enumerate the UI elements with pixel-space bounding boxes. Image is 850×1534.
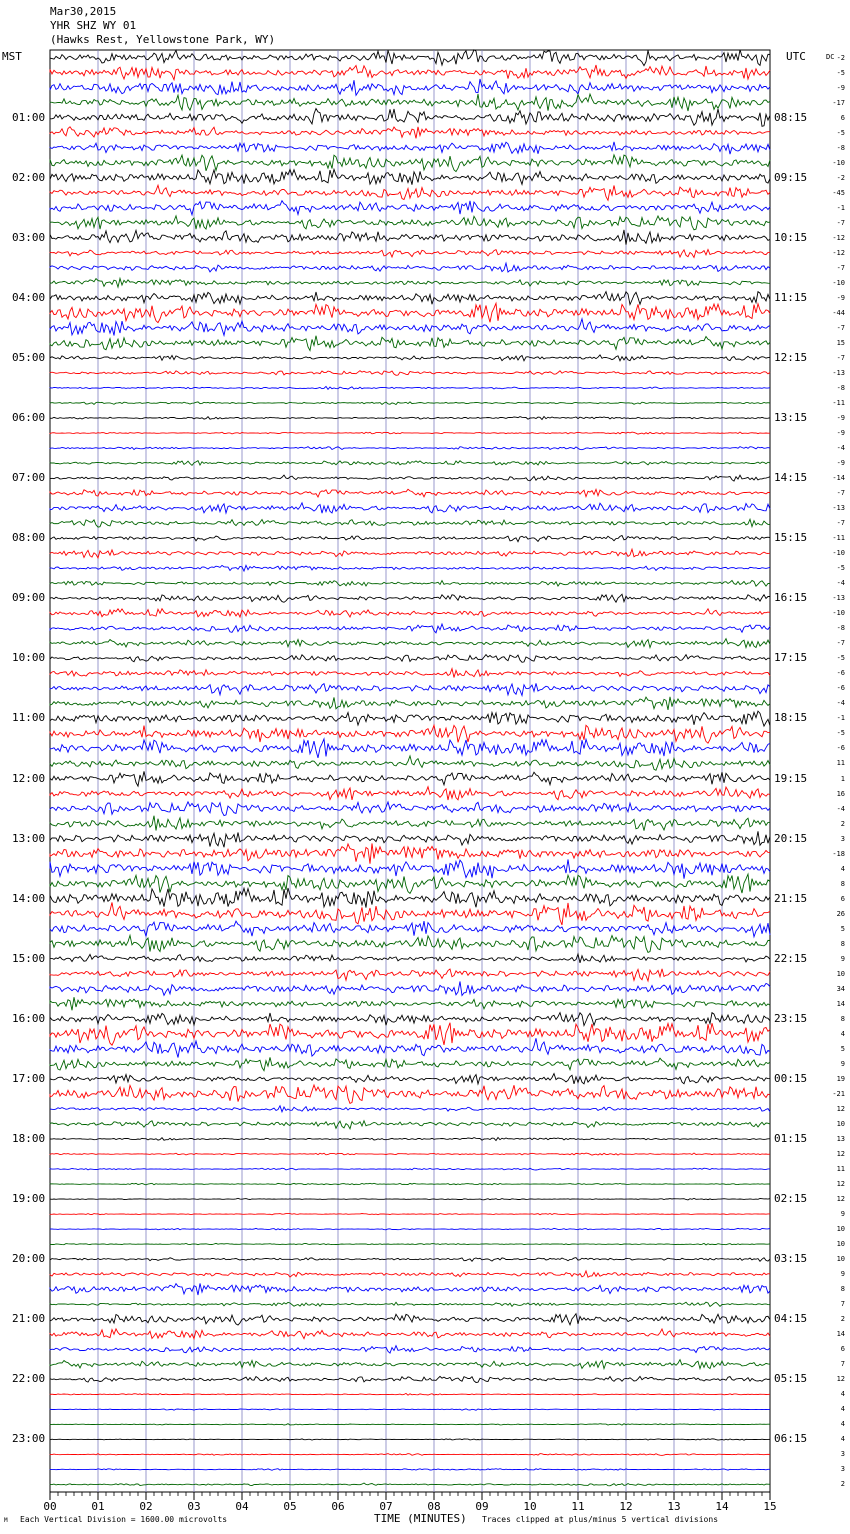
- trace-row-61: [50, 954, 770, 963]
- mst-hour-label: 03:00: [12, 230, 46, 244]
- trace-row-28: [50, 461, 770, 466]
- mst-hour-label: 21:00: [12, 1312, 46, 1326]
- trace-row-96: [50, 1483, 770, 1486]
- mst-hour-label: 01:00: [12, 110, 46, 124]
- dc-offset-value: 8: [840, 1014, 845, 1023]
- trace-row-53: [50, 831, 770, 847]
- trace-row-63: [50, 982, 770, 996]
- trace-row-79: [50, 1228, 770, 1230]
- utc-hour-label: 22:15: [774, 951, 808, 965]
- dc-offset-value: -9: [836, 414, 845, 422]
- dc-offset-value: -18: [832, 849, 845, 858]
- mst-hour-label: 23:00: [12, 1432, 46, 1446]
- dc-offset-value: -44: [832, 308, 845, 317]
- x-tick-label: 08: [427, 1500, 441, 1513]
- trace-row-7: [50, 142, 770, 154]
- clip-note: Traces clipped at plus/minus 5 vertical divisions: [482, 1515, 719, 1524]
- dc-offset-value: 6: [840, 1345, 845, 1354]
- dc-offset-value: -8: [836, 143, 845, 152]
- trace-row-94: [50, 1454, 770, 1456]
- dc-offset-value: 19: [836, 1074, 845, 1083]
- trace-row-68: [50, 1057, 770, 1070]
- utc-hour-label: 15:15: [774, 531, 808, 545]
- dc-offset-value: 8: [840, 939, 845, 948]
- dc-offset-value: 14: [836, 999, 845, 1008]
- dc-offset-value: 12: [836, 1150, 845, 1159]
- dc-offset-value: 6: [840, 894, 845, 903]
- dc-offset-value: -10: [832, 549, 845, 558]
- trace-row-9: [50, 169, 770, 184]
- dc-offset-value: -10: [832, 158, 845, 167]
- mst-hour-label: 11:00: [12, 711, 46, 725]
- x-tick-label: 03: [187, 1500, 201, 1513]
- dc-offset-value: -10: [832, 278, 845, 287]
- trace-row-74: [50, 1153, 770, 1155]
- trace-row-12: [50, 216, 770, 230]
- x-tick-label: 14: [715, 1500, 729, 1513]
- x-tick-label: 05: [283, 1500, 297, 1513]
- x-tick-label: 12: [619, 1500, 633, 1513]
- dc-offset-value: -9: [836, 83, 845, 92]
- dc-offset-value: 9: [840, 1210, 845, 1219]
- utc-hour-label: 00:15: [774, 1071, 808, 1085]
- trace-row-69: [50, 1074, 770, 1084]
- dc-offset-value: -7: [836, 489, 845, 498]
- trace-row-27: [50, 447, 770, 450]
- utc-hour-label: 09:15: [774, 170, 808, 184]
- dc-offset-value: 10: [836, 1225, 845, 1234]
- trace-row-21: [50, 355, 770, 361]
- dc-offset-value: -9: [836, 293, 845, 302]
- dc-offset-value: -4: [836, 444, 845, 453]
- trace-row-92: [50, 1424, 770, 1425]
- trace-row-38: [50, 609, 770, 617]
- dc-offset-value: -11: [832, 534, 845, 543]
- trace-row-14: [50, 250, 770, 258]
- trace-row-55: [50, 860, 770, 879]
- trace-row-87: [50, 1346, 770, 1353]
- dc-offset-value: 2: [840, 819, 845, 828]
- x-tick-label: 01: [91, 1500, 105, 1513]
- trace-row-75: [50, 1168, 770, 1170]
- seismo-mark: M: [4, 1517, 8, 1524]
- dc-offset-value: -7: [836, 639, 845, 648]
- mst-hour-label: 09:00: [12, 591, 46, 605]
- dc-offset-value: -21: [832, 1089, 845, 1098]
- x-tick-label: 15: [763, 1500, 777, 1513]
- dc-offset-value: -5: [836, 729, 845, 738]
- dc-offset-value: 10: [836, 1119, 845, 1128]
- dc-offset-value: 7: [840, 1360, 845, 1369]
- dc-offset-value: 5: [840, 924, 845, 933]
- trace-row-76: [50, 1183, 770, 1185]
- trace-row-51: [50, 802, 770, 816]
- dc-offset-value: -2: [836, 53, 845, 62]
- x-tick-label: 04: [235, 1500, 249, 1513]
- trace-row-93: [50, 1439, 770, 1440]
- trace-row-95: [50, 1469, 770, 1471]
- trace-row-48: [50, 756, 770, 770]
- x-tick-label: 02: [139, 1500, 153, 1513]
- trace-row-49: [50, 771, 770, 786]
- dc-offset-value: 15: [836, 338, 845, 347]
- dc-offset-value: 1: [840, 774, 845, 783]
- trace-row-25: [50, 417, 770, 420]
- utc-hour-label: 13:15: [774, 411, 808, 424]
- dc-offset-value: -10: [832, 609, 845, 618]
- dc-offset-value: 12: [836, 1375, 845, 1384]
- dc-offset-value: 10: [836, 1255, 845, 1264]
- station-id: YHR SHZ WY 01: [50, 19, 137, 32]
- trace-row-81: [50, 1258, 770, 1262]
- dc-offset-value: 9: [840, 954, 845, 963]
- dc-offset-value: 14: [836, 1330, 845, 1339]
- dc-offset-value: -1: [836, 203, 845, 212]
- dc-offset-value: 4: [840, 1420, 845, 1429]
- trace-row-13: [50, 230, 770, 245]
- utc-hour-label: 08:15: [774, 110, 808, 124]
- dc-offset-value: -5: [836, 68, 845, 77]
- trace-row-60: [50, 935, 770, 952]
- mst-hour-label: 04:00: [12, 290, 46, 304]
- trace-row-35: [50, 565, 770, 571]
- trace-row-57: [50, 888, 770, 908]
- dc-offset-value: -13: [832, 504, 845, 513]
- dc-offset-value: 3: [840, 1465, 845, 1474]
- dc-offset-value: -8: [836, 624, 845, 633]
- trace-row-4: [50, 94, 770, 111]
- trace-row-78: [50, 1214, 770, 1215]
- vertical-division-note: Each Vertical Division = 1600.00 microvolts: [20, 1515, 228, 1524]
- dc-offset-value: -9: [836, 429, 845, 438]
- trace-row-36: [50, 581, 770, 587]
- mst-hour-label: 06:00: [12, 411, 46, 424]
- dc-offset-value: -6: [836, 669, 845, 678]
- trace-row-56: [50, 874, 770, 893]
- trace-row-71: [50, 1106, 770, 1112]
- plot-date: Mar30,2015: [50, 5, 117, 18]
- trace-row-52: [50, 816, 770, 831]
- x-tick-label: 10: [523, 1500, 537, 1513]
- dc-offset-value: 4: [840, 864, 845, 873]
- trace-row-65: [50, 1013, 770, 1026]
- trace-row-32: [50, 519, 770, 527]
- mst-hour-label: 15:00: [12, 951, 46, 965]
- dc-offset-value: 4: [840, 1435, 845, 1444]
- utc-hour-label: 19:15: [774, 771, 808, 785]
- trace-row-10: [50, 185, 770, 200]
- trace-row-17: [50, 292, 770, 305]
- x-tick-label: 00: [43, 1500, 57, 1513]
- trace-row-6: [50, 127, 770, 139]
- dc-offset-value: 4: [840, 1029, 845, 1038]
- dc-offset-value: 11: [836, 1165, 845, 1174]
- dc-offset-value: 10: [836, 1240, 845, 1249]
- utc-axis-label: UTC: [786, 50, 806, 63]
- trace-row-20: [50, 336, 770, 351]
- x-tick-label: 06: [331, 1500, 345, 1513]
- mst-hour-label: 16:00: [12, 1011, 46, 1025]
- utc-hour-label: 14:15: [774, 471, 808, 485]
- dc-offset-value: -2: [836, 173, 845, 182]
- mst-axis-label: MST: [2, 50, 22, 63]
- x-axis-title: TIME (MINUTES): [374, 1512, 467, 1525]
- utc-hour-label: 18:15: [774, 711, 808, 725]
- dc-offset-value: 9: [840, 1059, 845, 1068]
- trace-row-45: [50, 711, 770, 726]
- utc-hour-label: 10:15: [774, 230, 808, 244]
- trace-row-1: [50, 50, 770, 66]
- trace-row-66: [50, 1023, 770, 1045]
- dc-offset-value: 5: [840, 1044, 845, 1053]
- trace-row-62: [50, 969, 770, 981]
- dc-offset-value: 8: [840, 1285, 845, 1294]
- trace-row-15: [50, 263, 770, 272]
- mst-hour-label: 08:00: [12, 531, 46, 545]
- trace-row-33: [50, 536, 770, 542]
- dc-offset-value: 6: [840, 113, 845, 122]
- mst-hour-label: 13:00: [12, 831, 46, 845]
- trace-row-83: [50, 1283, 770, 1295]
- dc-offset-value: -5: [836, 654, 845, 663]
- station-location: (Hawks Rest, Yellowstone Park, WY): [50, 33, 276, 46]
- mst-hour-label: 07:00: [12, 471, 46, 485]
- dc-offset-value: -12: [832, 248, 845, 257]
- trace-row-26: [50, 432, 770, 434]
- trace-row-70: [50, 1085, 770, 1103]
- trace-row-77: [50, 1198, 770, 1200]
- dc-offset-value: -45: [832, 188, 845, 197]
- dc-offset-value: 10: [836, 969, 845, 978]
- mst-hour-label: 05:00: [12, 350, 46, 364]
- trace-row-85: [50, 1314, 770, 1325]
- dc-offset-value: -6: [836, 684, 845, 693]
- dc-offset-value: 13: [836, 1135, 845, 1143]
- trace-row-42: [50, 669, 770, 678]
- dc-offset-value: 2: [840, 1480, 845, 1489]
- trace-row-11: [50, 201, 770, 215]
- trace-row-64: [50, 997, 770, 1010]
- dc-offset-value: 4: [840, 1390, 845, 1399]
- dc-offset-value: 11: [836, 759, 845, 768]
- mst-hour-label: 19:00: [12, 1192, 46, 1206]
- dc-offset-value: -1: [836, 714, 845, 723]
- trace-row-23: [50, 386, 770, 389]
- trace-row-16: [50, 278, 770, 287]
- utc-hour-label: 23:15: [774, 1011, 808, 1025]
- dc-offset-value: -9: [836, 459, 845, 468]
- trace-row-18: [50, 303, 770, 322]
- trace-row-8: [50, 155, 770, 172]
- dc-offset-value: -5: [836, 128, 845, 137]
- dc-offset-value: 12: [836, 1195, 845, 1204]
- mst-hour-label: 18:00: [12, 1132, 46, 1145]
- trace-row-30: [50, 489, 770, 497]
- dc-offset-value: 3: [840, 1450, 845, 1459]
- utc-hour-label: 20:15: [774, 831, 808, 845]
- dc-offset-value: 7: [840, 1300, 845, 1309]
- trace-row-59: [50, 921, 770, 937]
- dc-offset-value: -4: [836, 804, 845, 813]
- dc-offset-value: -11: [832, 398, 845, 407]
- trace-row-22: [50, 371, 770, 376]
- trace-row-41: [50, 655, 770, 663]
- utc-hour-label: 11:15: [774, 290, 808, 304]
- trace-row-88: [50, 1360, 770, 1369]
- mst-hour-label: 14:00: [12, 891, 46, 905]
- dc-offset-value: -4: [836, 579, 845, 588]
- dc-offset-value: -6: [836, 744, 845, 753]
- utc-hour-label: 05:15: [774, 1372, 808, 1386]
- utc-hour-label: 16:15: [774, 591, 808, 605]
- mst-hour-label: 20:00: [12, 1252, 46, 1266]
- dc-offset-value: 8: [840, 879, 845, 888]
- dc-offset-value: -17: [832, 98, 845, 107]
- dc-offset-value: -13: [832, 594, 845, 603]
- trace-row-58: [50, 902, 770, 925]
- dc-offset-value: -12: [832, 233, 845, 242]
- dc-offset-value: 12: [836, 1180, 845, 1189]
- utc-hour-label: 03:15: [774, 1252, 808, 1266]
- x-tick-label: 09: [475, 1500, 489, 1513]
- dc-offset-value: 26: [836, 909, 845, 918]
- mst-hour-label: 22:00: [12, 1372, 46, 1386]
- trace-row-2: [50, 65, 770, 80]
- trace-row-3: [50, 79, 770, 95]
- trace-row-46: [50, 725, 770, 743]
- trace-row-73: [50, 1138, 770, 1141]
- dc-offset-value: -14: [832, 474, 845, 483]
- dc-offset-value: 34: [836, 984, 845, 993]
- dc-offset-value: -5: [836, 564, 845, 573]
- trace-row-80: [50, 1243, 770, 1245]
- trace-row-43: [50, 683, 770, 695]
- trace-row-40: [50, 639, 770, 648]
- x-tick-label: 13: [667, 1500, 681, 1513]
- dc-offset-value: -7: [836, 353, 845, 362]
- mst-hour-label: 10:00: [12, 651, 46, 665]
- trace-row-19: [50, 319, 770, 336]
- trace-row-50: [50, 787, 770, 800]
- trace-row-5: [50, 109, 770, 127]
- trace-row-91: [50, 1409, 770, 1410]
- utc-hour-label: 21:15: [774, 891, 808, 905]
- dc-offset-value: -7: [836, 218, 845, 227]
- mst-hour-label: 12:00: [12, 771, 46, 785]
- utc-hour-label: 06:15: [774, 1432, 808, 1446]
- trace-row-37: [50, 594, 770, 602]
- mst-hour-label: 02:00: [12, 170, 46, 184]
- dc-label: DC: [826, 53, 835, 61]
- trace-row-89: [50, 1376, 770, 1382]
- trace-row-31: [50, 503, 770, 513]
- dc-offset-value: -8: [836, 383, 845, 392]
- utc-hour-label: 17:15: [774, 651, 808, 665]
- mst-hour-label: 17:00: [12, 1071, 46, 1085]
- utc-hour-label: 04:15: [774, 1312, 808, 1326]
- trace-row-67: [50, 1038, 770, 1057]
- utc-hour-label: 12:15: [774, 350, 808, 364]
- trace-row-39: [50, 624, 770, 633]
- dc-offset-value: 12: [836, 1104, 845, 1113]
- trace-row-29: [50, 475, 770, 481]
- trace-row-84: [50, 1302, 770, 1306]
- x-tick-label: 11: [571, 1500, 585, 1513]
- dc-offset-value: 16: [836, 789, 845, 798]
- dc-offset-value: 4: [840, 1405, 845, 1414]
- utc-hour-label: 01:15: [774, 1132, 808, 1145]
- dc-offset-value: -4: [836, 699, 845, 708]
- dc-offset-value: 3: [840, 834, 845, 843]
- x-tick-label: 07: [379, 1500, 393, 1513]
- trace-row-34: [50, 549, 770, 558]
- trace-row-90: [50, 1393, 770, 1395]
- utc-hour-label: 02:15: [774, 1192, 808, 1206]
- dc-offset-value: -7: [836, 519, 845, 528]
- trace-row-86: [50, 1329, 770, 1339]
- dc-offset-value: -7: [836, 323, 845, 332]
- trace-row-54: [50, 843, 770, 863]
- dc-offset-value: 9: [840, 1270, 845, 1279]
- dc-offset-value: -7: [836, 263, 845, 272]
- trace-row-82: [50, 1271, 770, 1277]
- trace-row-44: [50, 697, 770, 710]
- trace-row-24: [50, 402, 770, 405]
- dc-offset-value: 2: [840, 1315, 845, 1324]
- dc-offset-value: -13: [832, 368, 845, 377]
- trace-row-72: [50, 1121, 770, 1129]
